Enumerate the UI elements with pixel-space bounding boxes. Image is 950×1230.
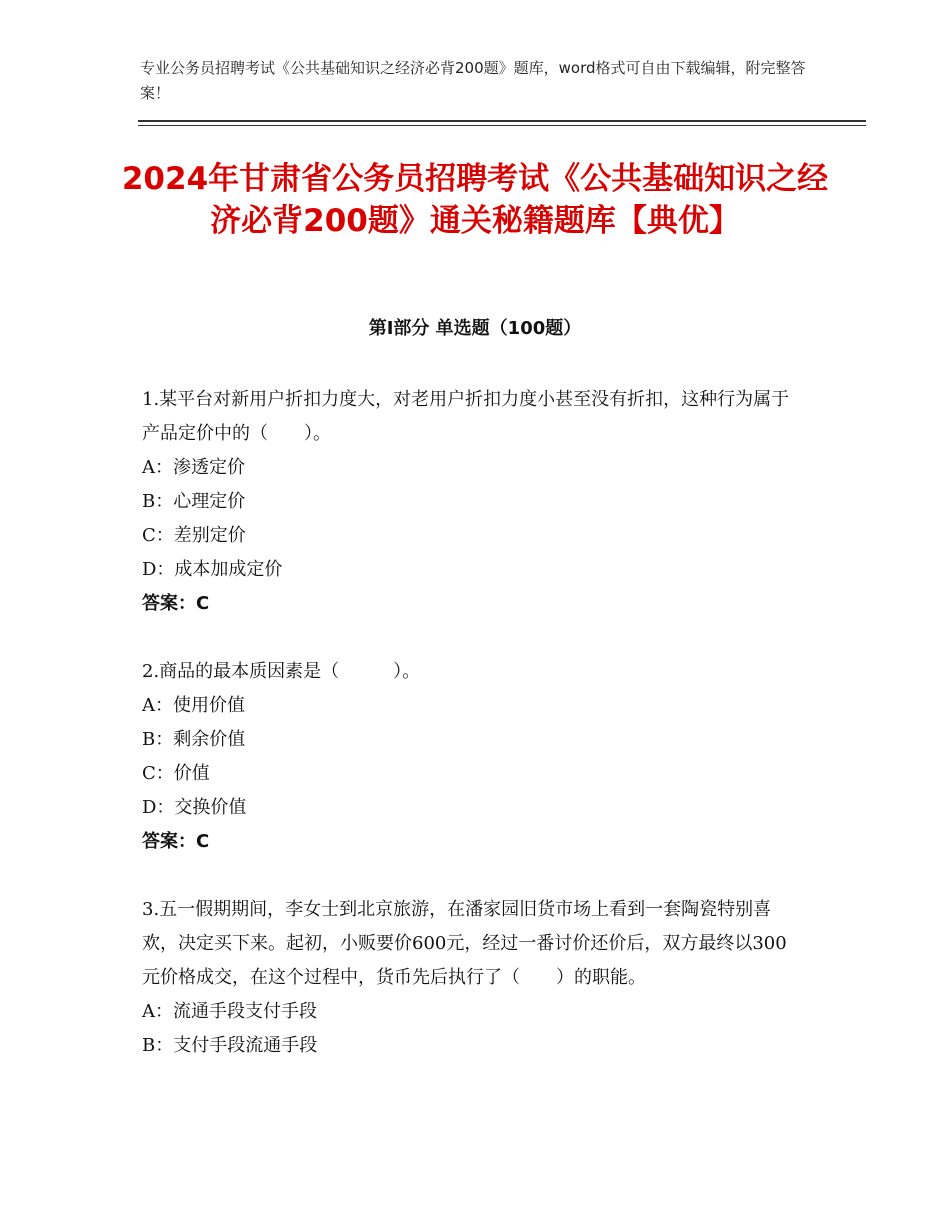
option-d: D：交换价值: [142, 797, 247, 818]
option-b: B：心理定价: [142, 491, 246, 512]
question-item: [142, 655, 802, 859]
option-a: A：渗透定价: [142, 457, 245, 478]
document-title: 2024年甘肃省公务员招聘考试《公共基础知识之经济必背200题》通关秘籍题库【典优】: [121, 161, 829, 239]
question-stem: 2.商品的最本质因素是（ ）。: [142, 661, 421, 682]
answer-line: 答案：C: [142, 593, 210, 614]
section-title: 第Ⅰ部分 单选题（100题）: [368, 318, 582, 339]
option-a: A：流通手段支付手段: [142, 1001, 317, 1022]
option-d: D：成本加成定价: [142, 559, 283, 580]
question-list: [142, 383, 802, 1097]
option-b: B：剩余价值: [142, 729, 246, 750]
option-c: C：差别定价: [142, 525, 246, 546]
question-stem: 1.某平台对新用户折扣力度大，对老用户折扣力度小甚至没有折扣，这种行为属于产品定价中的（ ）。: [142, 389, 790, 444]
header-rule-thick: [138, 120, 866, 122]
answer-line: 答案：C: [142, 831, 210, 852]
option-a: A：使用价值: [142, 695, 245, 716]
header-rule-thin: [138, 125, 866, 126]
question-item: [142, 383, 802, 621]
question-stem: 3.五一假期期间，李女士到北京旅游，在潘家园旧货市场上看到一套陶瓷特别喜欢，决定买下来。起初，小贩要价600元，经过一番讨价还价后，双方最终以300元价格成交，在这个过程中，货币先后执行了（ ）的职能。: [142, 899, 787, 988]
option-b: B：支付手段流通手段: [142, 1035, 318, 1056]
question-item: [142, 893, 802, 1063]
option-c: C：价值: [142, 763, 210, 784]
header-note: 专业公务员招聘考试《公共基础知识之经济必背200题》题库，word格式可自由下载编辑，附完整答案！: [140, 59, 806, 102]
